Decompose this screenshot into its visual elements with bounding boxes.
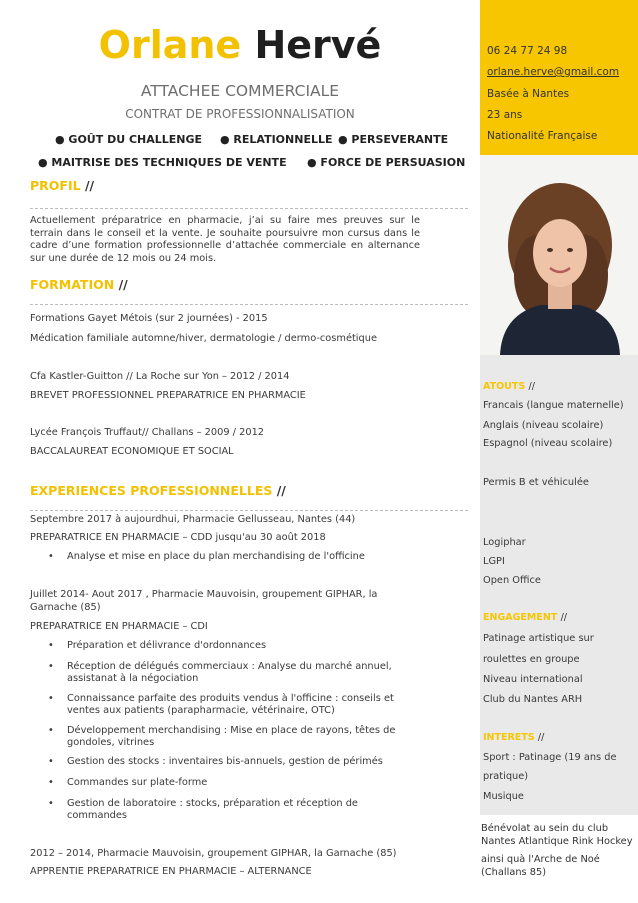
bullet-marker: • [48, 756, 54, 767]
exp2-bullet-6: Commandes sur plate-forme [67, 777, 208, 788]
formation-title: FORMATION [30, 277, 115, 292]
formation-entry-1-detail: Médication familiale automne/hiver, dermatologie / dermo-cosmétique [30, 333, 377, 344]
quality-relationnelle: ● RELATIONNELLE [220, 133, 333, 146]
engagement-line-1: Patinage artistique sur [483, 633, 594, 644]
contact-phone: 06 24 77 24 98 [487, 45, 568, 57]
quality-techniques-vente: ● MAITRISE DES TECHNIQUES DE VENTE [38, 156, 287, 169]
language-french: Francais (langue maternelle) [483, 400, 624, 411]
first-name: Orlane [98, 23, 242, 67]
quality-challenge: ● GOÛT DU CHALLENGE [55, 133, 203, 146]
bullet-marker: • [48, 798, 54, 809]
bullet-marker: • [48, 777, 54, 788]
profil-divider [30, 208, 468, 209]
formation-slash: // [118, 277, 128, 292]
exp2-bullet-5: Gestion des stocks : inventaires bis-annuels, gestion de périmés [67, 756, 383, 767]
formation-heading [30, 277, 128, 292]
engagement-slash: // [560, 612, 567, 623]
profil-text: Actuellement préparatrice en pharmacie, j’ai su faire mes preuves sur le terrain dans le conseil et la vente. Je souhaite poursuivre mon cursus dans le cadre d’une formation professionnelle d’attachée commerciale en alternance sur une durée de 12 mois ou 24 mois. [30, 215, 420, 264]
engagement-title: ENGAGEMENT [483, 612, 558, 623]
formation-entry-2-detail: BREVET PROFESSIONNEL PREPARATRICE EN PHARMACIE [30, 390, 306, 401]
portrait-illustration [480, 155, 638, 355]
interets-slash: // [537, 732, 545, 743]
bullet-marker: • [48, 551, 54, 562]
interets-title: INTERETS [483, 732, 535, 743]
benevolat-line-2: ainsi quà l'Arche de Noé (Challans 85) [481, 854, 600, 878]
exp2-bullet-7: Gestion de laboratoire : stocks, préparation et réception de commandes [67, 798, 358, 821]
benevolat-line-1: Bénévolat au sein du club Nantes Atlantique Rink Hockey [481, 823, 633, 847]
interet-line-2: pratique) [483, 771, 529, 782]
language-english: Anglais (niveau scolaire) [483, 420, 604, 431]
bullet-marker: • [48, 693, 54, 704]
formation-divider [30, 304, 468, 305]
exp2-header: Juillet 2014- Aout 2017 , Pharmacie Mauvoisin, groupement GIPHAR, la Garnache (85) [30, 589, 378, 613]
engagement-line-2: roulettes en groupe [483, 654, 580, 665]
contract-type: CONTRAT DE PROFESSIONNALISATION [125, 107, 355, 121]
experiences-slash: // [276, 483, 286, 498]
engagement-heading [483, 612, 567, 623]
exp1-role: PREPARATRICE EN PHARMACIE – CDD jusqu'au 30 août 2018 [30, 532, 326, 543]
engagement-line-3: Niveau international [483, 674, 583, 685]
profile-photo [480, 155, 638, 355]
software-lgpi: LGPI [483, 556, 505, 567]
contact-location: Basée à Nantes [487, 88, 570, 100]
exp1-header: Septembre 2017 à aujourdhui, Pharmacie Gellusseau, Nantes (44) [30, 514, 356, 525]
formation-entry-1-title: Formations Gayet Métois (sur 2 journées) - 2015 [30, 313, 268, 324]
profil-heading [30, 178, 94, 193]
exp2-bullet-4: Développement merchandising : Mise en place de rayons, têtes de gondoles, vitrines [67, 725, 396, 748]
bullet-marker: • [48, 661, 54, 672]
software-logiphar: Logiphar [483, 537, 526, 548]
exp3-header: 2012 – 2014, Pharmacie Mauvoisin, groupement GIPHAR, la Garnache (85) [30, 848, 397, 859]
engagement-line-4: Club du Nantes ARH [483, 694, 583, 705]
contact-age: 23 ans [487, 109, 523, 121]
profil-title: PROFIL [30, 178, 81, 193]
atouts-slash: // [528, 381, 535, 392]
formation-entry-3-title: Lycée François Truffaut// Challans – 2009 / 2012 [30, 427, 265, 438]
experiences-title: EXPERIENCES PROFESSIONNELLES [30, 483, 273, 498]
contact-nationality: Nationalité Française [487, 130, 598, 142]
quality-persuasion: ● FORCE DE PERSUASION [307, 156, 466, 169]
exp2-bullet-2: Réception de délégués commerciaux : Analyse du marché annuel, assistanat à la négociation [67, 661, 392, 684]
bullet-marker: • [48, 640, 54, 651]
job-title: ATTACHEE COMMERCIALE [140, 82, 340, 100]
contact-email[interactable]: orlane.herve@gmail.com [487, 66, 620, 78]
last-name: Hervé [254, 23, 382, 67]
interets-heading [483, 732, 544, 743]
atouts-title: ATOUTS [483, 381, 526, 392]
interet-line-3: Musique [483, 791, 524, 802]
software-open-office: Open Office [483, 575, 541, 586]
quality-perseverante: ● PERSEVERANTE [338, 133, 449, 146]
exp2-bullet-3: Connaissance parfaite des produits vendus à l'officine : conseils et ventes aux patients (parapharmacie, vétérinaire, OTC) [67, 693, 394, 716]
exp2-bullet-1: Préparation et délivrance d'ordonnances [67, 640, 267, 651]
experiences-divider [30, 510, 468, 511]
language-spanish: Espagnol (niveau scolaire) [483, 438, 613, 449]
experiences-heading [30, 483, 286, 498]
exp3-role: APPRENTIE PREPARATRICE EN PHARMACIE – ALTERNANCE [30, 866, 312, 877]
driving-license: Permis B et véhiculée [483, 477, 589, 488]
exp2-role: PREPARATRICE EN PHARMACIE – CDI [30, 621, 208, 632]
bullet-marker: • [48, 725, 54, 736]
candidate-name [0, 22, 480, 68]
atouts-heading [483, 381, 535, 392]
interet-line-1: Sport : Patinage (19 ans de [483, 752, 617, 763]
formation-entry-3-detail: BACCALAUREAT ECONOMIQUE ET SOCIAL [30, 446, 234, 457]
formation-entry-2-title: Cfa Kastler-Guitton // La Roche sur Yon – 2012 / 2014 [30, 371, 290, 382]
profil-slash: // [84, 178, 95, 193]
exp1-bullet-1: Analyse et mise en place du plan merchandising de l'officine [67, 551, 365, 562]
